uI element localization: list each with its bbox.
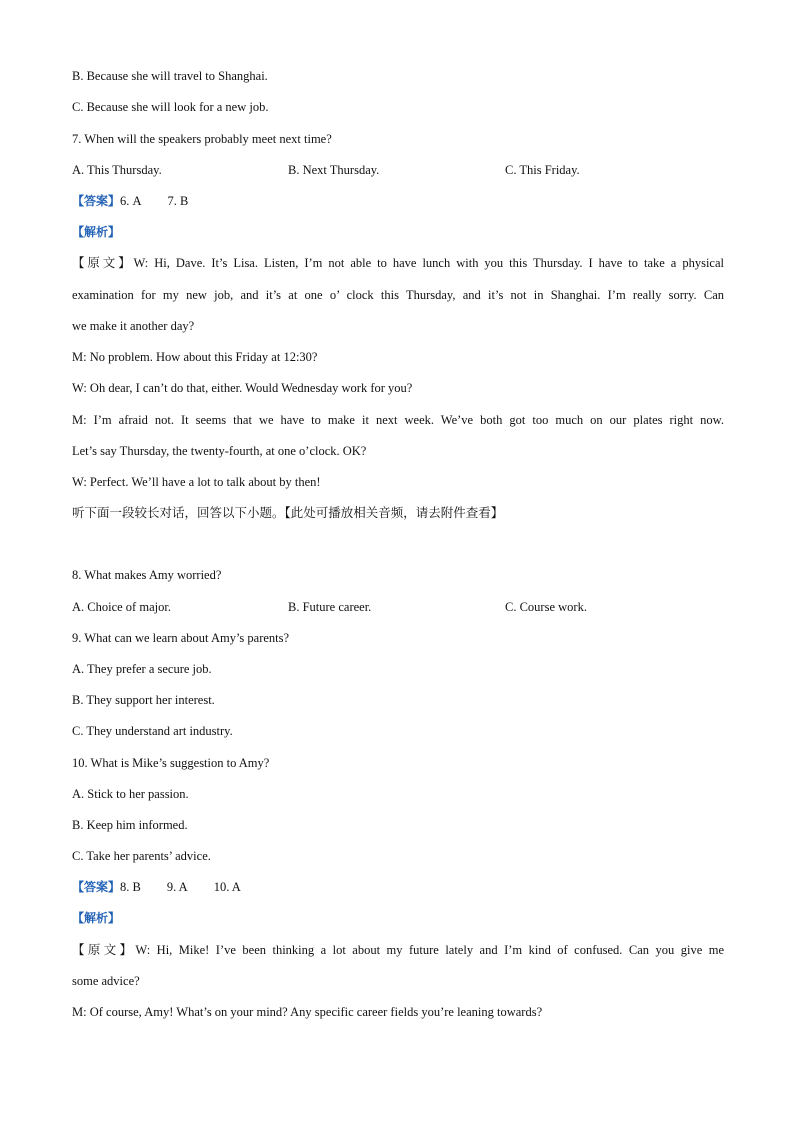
question-7: 7. When will the speakers probably meet next time? [72, 132, 332, 146]
q8-option-c: C. Course work. [505, 600, 587, 614]
q7-option-a: A. This Thursday. [72, 163, 162, 177]
transcript-line-4: M: No problem. How about this Friday at 12:30? [72, 350, 318, 364]
transcript-line-2: examination for my new job, and it’s at one o’ clock this Thursday, and it’s not in Shanghai. I’m really sorry. Can [72, 288, 724, 302]
original-label: 【原文】 [72, 255, 134, 270]
answer-6: 6. A [120, 194, 142, 208]
answer-9: 9. A [166, 880, 188, 894]
q10-option-c: C. Take her parents’ advice. [72, 849, 211, 863]
answer-line-2: 【答案】8. B 9. A 10. A [72, 880, 241, 894]
question-9: 9. What can we learn about Amy’s parents? [72, 631, 290, 645]
q10-option-b: B. Keep him informed. [72, 818, 188, 832]
q8-option-a: A. Choice of major. [72, 600, 171, 614]
answer-7: 7. B [167, 194, 189, 208]
analysis-heading-2: 【解析】 [72, 911, 121, 925]
answer-8: 8. B [120, 880, 141, 894]
q9-option-b: B. They support her interest. [72, 693, 215, 707]
answer-10: 10. A [213, 880, 241, 894]
q7-option-c: C. This Friday. [505, 163, 580, 177]
transcript-line-3: we make it another day? [72, 319, 195, 333]
transcript2-line-3: M: Of course, Amy! What’s on your mind? Any specific career fields you’re leaning towards? [72, 1005, 543, 1019]
q9-option-a: A. They prefer a secure job. [72, 662, 212, 676]
answer-line-1 [72, 192, 724, 210]
transcript-line-5: W: Oh dear, I can’t do that, either. Would Wednesday work for you? [72, 381, 413, 395]
q9-option-c: C. They understand art industry. [72, 724, 233, 738]
question-10: 10. What is Mike’s suggestion to Amy? [72, 756, 270, 770]
transcript-line-8: W: Perfect. We’ll have a lot to talk about by then! [72, 475, 321, 489]
listening-instruction: 听下面一段较长对话，回答以下小题。【此处可播放相关音频，请去附件查看】 [72, 505, 504, 520]
transcript-line-7: Let’s say Thursday, the twenty-fourth, at one o’clock. OK? [72, 444, 367, 458]
option-c-q6: C. Because she will look for a new job. [72, 100, 269, 114]
transcript-line-6: M: I’m afraid not. It seems that we have to make it next week. We’ve both got too much on our plates right now. [72, 413, 724, 427]
q10-option-a: A. Stick to her passion. [72, 787, 189, 801]
transcript2-line-1: 【原文】W: Hi, Mike! I’ve been thinking a lot about my future lately and I’m kind of confused. Can you give me [72, 942, 724, 957]
option-b-q6: B. Because she will travel to Shanghai. [72, 69, 268, 83]
q7-option-b: B. Next Thursday. [288, 163, 380, 177]
transcript2-line-2: some advice? [72, 974, 140, 988]
q8-option-b: B. Future career. [288, 600, 372, 614]
answer-label: 【答案】 [72, 194, 121, 208]
analysis-heading-1: 【解析】 [72, 225, 121, 239]
transcript-line-1: 【原文】W: Hi, Dave. It’s Lisa. Listen, I’m not able to have lunch with you this Thursday. I have to take a physical [72, 255, 724, 270]
question-8: 8. What makes Amy worried? [72, 568, 222, 582]
